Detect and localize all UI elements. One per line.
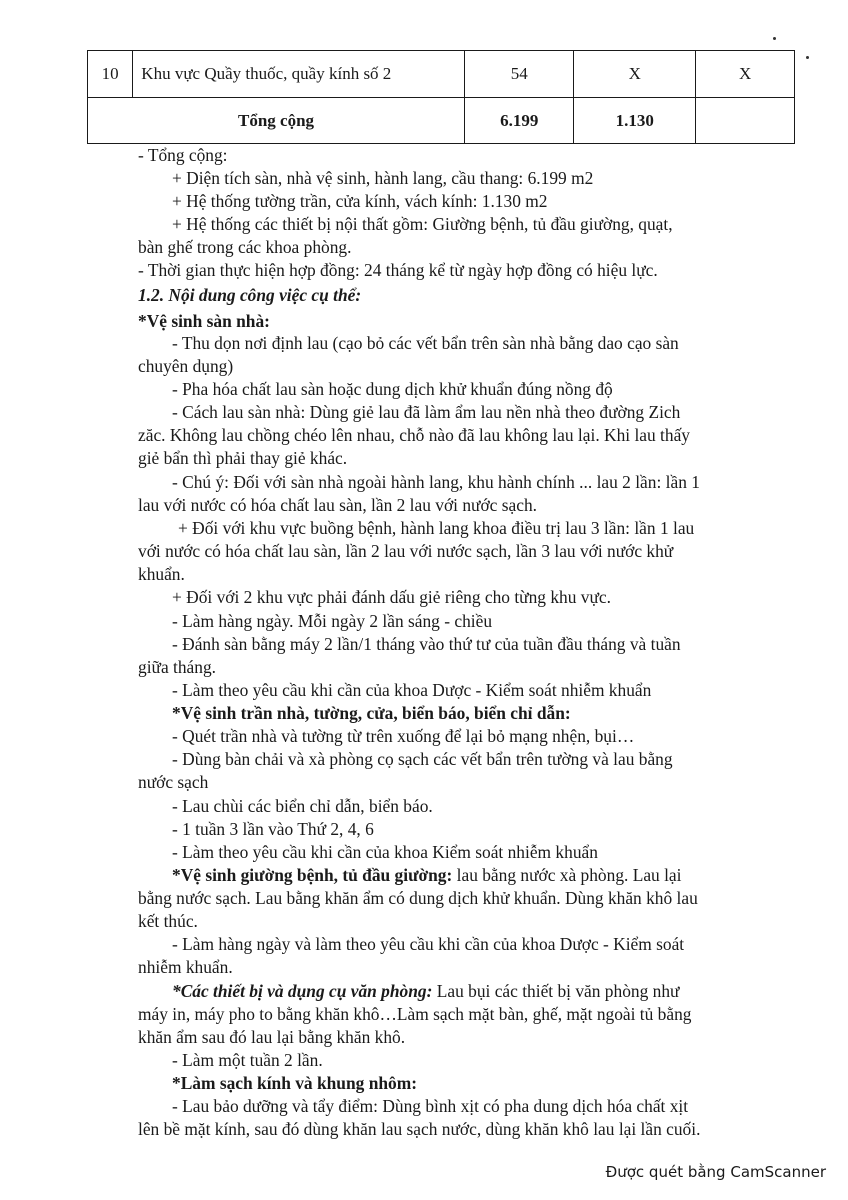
row-area: Khu vực Quầy thuốc, quầy kính số 2 xyxy=(133,51,465,98)
text-line: khăn ẩm sau đó lau lại bằng khăn khô. xyxy=(138,1027,406,1047)
text-line: - Thu dọn nơi định lau (cạo bỏ các vết bẩn trên sàn nhà bằng dao cạo sàn xyxy=(172,333,679,353)
total-value-1: 6.199 xyxy=(465,98,574,144)
text-line: - Thời gian thực hiện hợp đồng: 24 tháng kể từ ngày hợp đồng có hiệu lực. xyxy=(138,260,658,280)
text-line: lên bề mặt kính, sau đó dùng khăn lau sạch nước, dùng khăn khô lau lại lần cuối. xyxy=(138,1119,701,1139)
text-line: bằng nước sạch. Lau bằng khăn ẩm có dung dịch khử khuẩn. Dùng khăn khô lau xyxy=(138,888,698,908)
text-line: - Làm hàng ngày. Mỗi ngày 2 lần sáng - chiều xyxy=(172,611,493,631)
text-line: - Dùng bàn chải và xà phòng cọ sạch các vết bẩn trên tường và lau bằng xyxy=(172,749,673,769)
text-line: kết thúc. xyxy=(138,911,198,931)
text-line: + Hệ thống các thiết bị nội thất gồm: Giường bệnh, tủ đầu giường, quạt, xyxy=(172,214,673,234)
text-line: với nước có hóa chất lau sàn, lần 2 lau với nước sạch, lần 3 lau với nước khử xyxy=(138,541,674,561)
inline-heading: *Các thiết bị và dụng cụ văn phòng: xyxy=(172,981,433,1001)
row-number: 10 xyxy=(88,51,133,98)
row-value-3: X xyxy=(696,51,795,98)
subsection-heading: *Vệ sinh sàn nhà: xyxy=(138,311,270,331)
total-value-2: 1.130 xyxy=(574,98,696,144)
text-line xyxy=(172,980,679,1002)
text-line: giữa tháng. xyxy=(138,657,217,677)
inline-text: lau bằng nước xà phòng. Lau lại xyxy=(452,865,682,885)
row-value-2: X xyxy=(574,51,696,98)
section-heading: 1.2. Nội dung công việc cụ thể: xyxy=(138,285,362,305)
text-line xyxy=(172,864,681,886)
text-line: + Đối với 2 khu vực phải đánh dấu giẻ riêng cho từng khu vực. xyxy=(172,587,611,607)
text-line: chuyên dụng) xyxy=(138,356,234,376)
text-line: - Làm theo yêu cầu khi cần của khoa Dược - Kiểm soát nhiễm khuẩn xyxy=(172,680,652,700)
scanner-watermark: Được quét bằng CamScanner xyxy=(605,1163,826,1181)
text-line: - Tổng cộng: xyxy=(138,145,228,165)
text-line: zăc. Không lau chồng chéo lên nhau, chỗ nào đã lau không lau lại. Khi lau thấy xyxy=(138,425,690,445)
text-line: - Pha hóa chất lau sàn hoặc dung dịch khử khuẩn đúng nồng độ xyxy=(172,379,613,399)
scan-speck xyxy=(806,56,809,59)
text-line: nước sạch xyxy=(138,772,209,792)
text-line: - Làm một tuần 2 lần. xyxy=(172,1050,323,1070)
text-line: - Cách lau sàn nhà: Dùng giẻ lau đã làm ẩm lau nền nhà theo đường Zich xyxy=(172,402,681,422)
row-value-1: 54 xyxy=(465,51,574,98)
table-row xyxy=(88,51,795,98)
inline-text: Lau bụi các thiết bị văn phòng như xyxy=(432,981,680,1001)
text-line: bàn ghế trong các khoa phòng. xyxy=(138,237,352,257)
text-line: máy in, máy pho to bằng khăn khô…Làm sạch mặt bàn, ghế, mặt ngoài tủ bằng xyxy=(138,1004,692,1024)
text-line: - Quét trần nhà và tường từ trên xuống để lại bỏ mạng nhện, bụi… xyxy=(172,726,635,746)
subsection-heading: *Vệ sinh trần nhà, tường, cửa, biển báo, biển chỉ dẫn: xyxy=(172,703,571,723)
text-line: - Chú ý: Đối với sàn nhà ngoài hành lang, khu hành chính ... lau 2 lần: lần 1 xyxy=(172,472,700,492)
text-line: + Hệ thống tường trần, cửa kính, vách kính: 1.130 m2 xyxy=(172,191,548,211)
subsection-heading: *Làm sạch kính và khung nhôm: xyxy=(172,1073,418,1093)
area-table xyxy=(87,50,795,144)
text-line: nhiễm khuẩn. xyxy=(138,957,233,977)
text-line: - Lau bảo dưỡng và tẩy điểm: Dùng bình xịt có pha dung dịch hóa chất xịt xyxy=(172,1096,689,1116)
text-line: - Làm hàng ngày và làm theo yêu cầu khi cần của khoa Dược - Kiểm soát xyxy=(172,934,685,954)
inline-heading: *Vệ sinh giường bệnh, tủ đầu giường: xyxy=(172,865,453,885)
total-value-3 xyxy=(696,98,795,144)
text-line: - 1 tuần 3 lần vào Thứ 2, 4, 6 xyxy=(172,819,374,839)
scan-speck xyxy=(773,37,776,40)
total-label: Tổng cộng xyxy=(88,98,465,144)
text-line: - Đánh sàn bằng máy 2 lần/1 tháng vào thứ tư của tuần đầu tháng và tuần xyxy=(172,634,681,654)
text-line: - Làm theo yêu cầu khi cần của khoa Kiểm soát nhiễm khuẩn xyxy=(172,842,598,862)
text-line: + Diện tích sàn, nhà vệ sinh, hành lang, cầu thang: 6.199 m2 xyxy=(172,168,594,188)
text-line: + Đối với khu vực buồng bệnh, hành lang khoa điều trị lau 3 lần: lần 1 lau xyxy=(178,518,695,538)
text-line: lau với nước có hóa chất lau sàn, lần 2 lau với nước sạch. xyxy=(138,495,537,515)
text-line: - Lau chùi các biển chỉ dẫn, biển báo. xyxy=(172,796,433,816)
text-line: khuẩn. xyxy=(138,564,185,584)
text-line: giẻ bẩn thì phải thay giẻ khác. xyxy=(138,448,348,468)
table-total-row xyxy=(88,98,795,144)
